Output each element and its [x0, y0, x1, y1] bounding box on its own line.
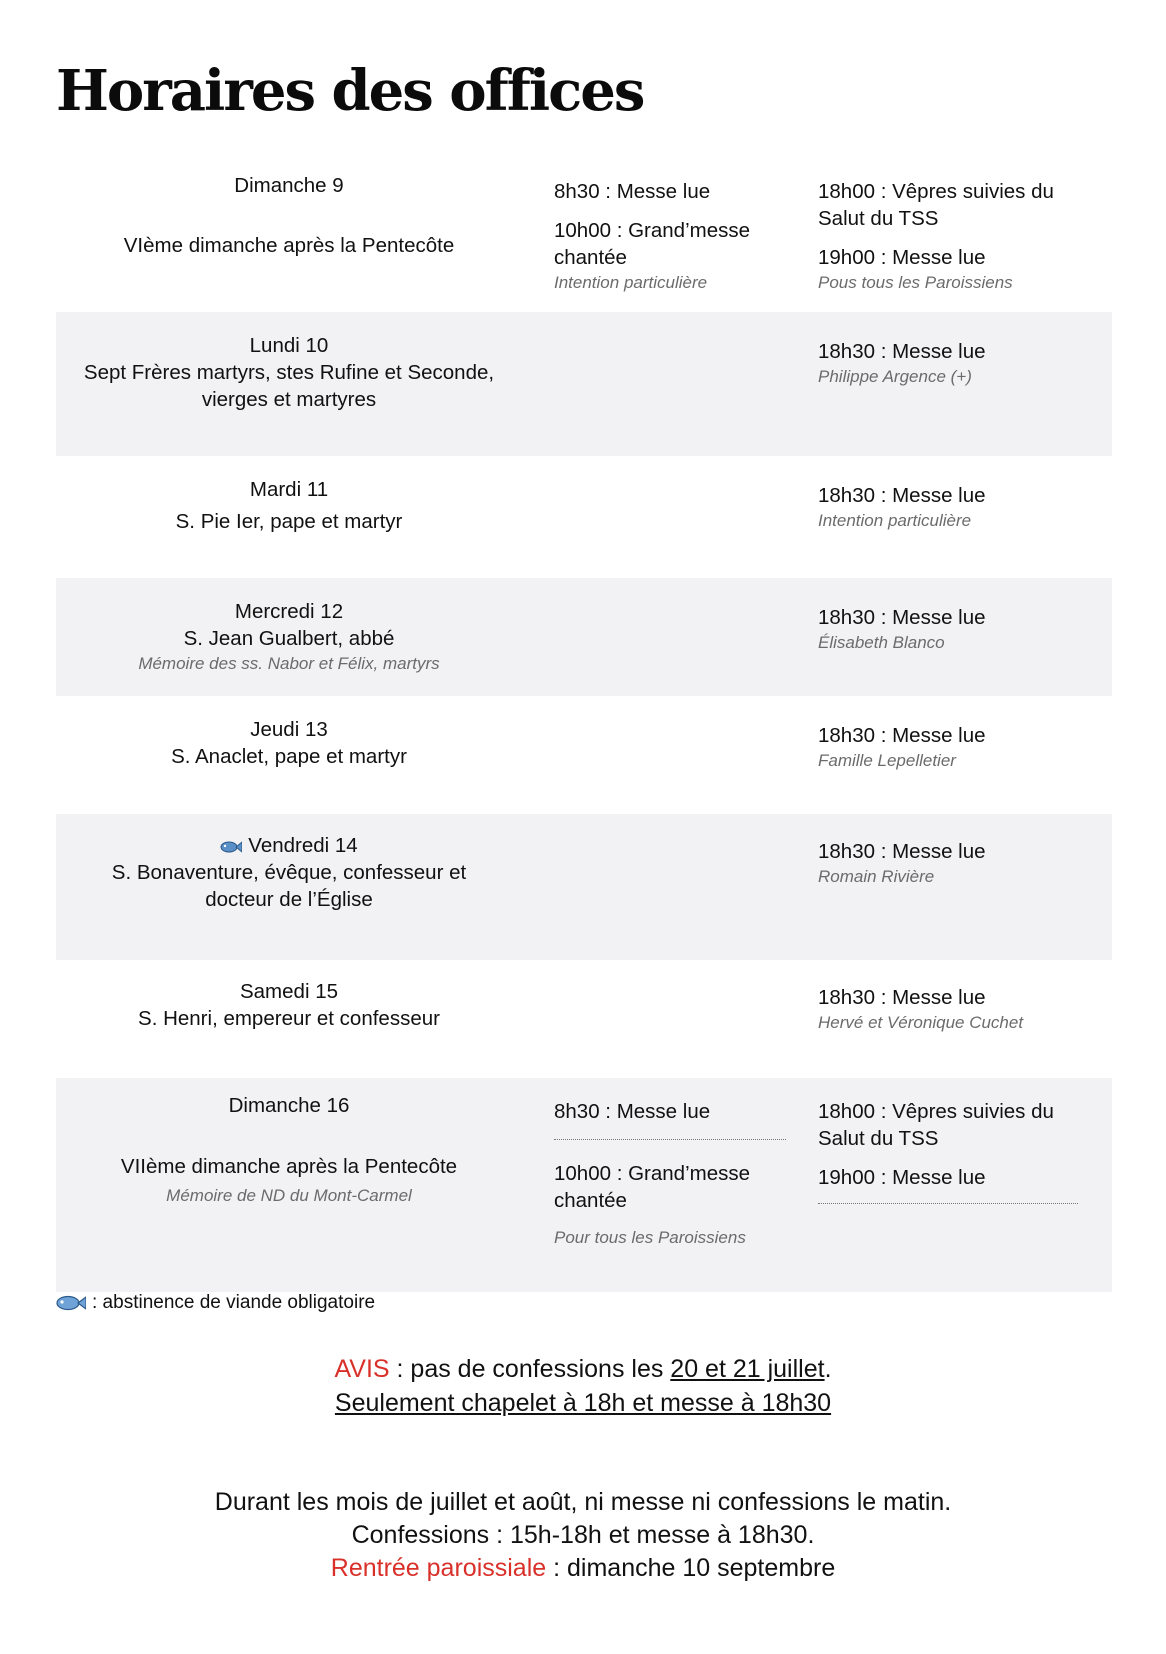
day-cell: [56, 978, 522, 1032]
day-cell: [56, 476, 522, 535]
day-cell: [56, 716, 522, 770]
day-cell: [56, 832, 522, 913]
morning-cell: [554, 1098, 844, 1250]
mass-intention: Pour tous les Paroissiens: [554, 1228, 746, 1247]
schedule-row: [56, 1078, 1112, 1292]
avis-line-1: [0, 1352, 1166, 1386]
summer-line-2: Confessions : 15h-18h et messe à 18h30.: [351, 1521, 815, 1549]
morning-mass: 10h00 : Grand’messe chantée: [554, 219, 751, 269]
legend-text: : abstinence de viande obligatoire: [92, 1292, 376, 1313]
evening-cell: [818, 178, 1108, 295]
avis-dates: 20 et 21 juillet: [670, 1355, 825, 1383]
feast-label: S. Pie Ier, pape et martyr: [175, 510, 403, 533]
mass-intention: Romain Rivière: [818, 867, 935, 886]
evening-mass: 18h30 : Messe lue: [818, 340, 986, 363]
separator-dots: [554, 1139, 786, 1140]
mass-intention: Hervé et Véronique Cuchet: [818, 1013, 1024, 1032]
morning-mass: 8h30 : Messe lue: [554, 1100, 711, 1123]
day-label: Samedi 15: [239, 980, 338, 1003]
evening-service: 18h00 : Vêpres suivies du Salut du TSS: [818, 1100, 1054, 1150]
feast-label: S. Jean Gualbert, abbé: [183, 627, 395, 650]
evening-mass: 18h30 : Messe lue: [818, 484, 986, 507]
day-cell: [56, 172, 522, 259]
morning-cell: [554, 178, 844, 295]
evening-cell: [818, 1098, 1108, 1204]
evening-mass: 18h30 : Messe lue: [818, 606, 986, 629]
schedule-row: [56, 962, 1112, 1076]
separator-dots: [818, 1203, 1078, 1204]
rentree-text: : dimanche 10 septembre: [546, 1554, 836, 1582]
mass-intention: Élisabeth Blanco: [818, 633, 945, 652]
avis-line-2: Seulement chapelet à 18h et messe à 18h30: [334, 1389, 832, 1417]
day-label: [56, 832, 522, 859]
legend: [56, 1292, 375, 1314]
summer-line-1: Durant les mois de juillet et août, ni messe ni confessions le matin.: [214, 1488, 952, 1516]
mass-intention: Famille Lepelletier: [818, 751, 956, 770]
day-cell: [56, 598, 522, 676]
summer-line-3: [0, 1552, 1166, 1585]
schedule-row: [56, 578, 1112, 696]
evening-service: 18h00 : Vêpres suivies du Salut du TSS: [818, 180, 1054, 230]
day-cell: [56, 1092, 522, 1208]
memorial-label: Mémoire de ND du Mont-Carmel: [166, 1186, 412, 1205]
avis-label: AVIS: [334, 1355, 390, 1383]
rentree-label: Rentrée paroissiale: [330, 1554, 547, 1582]
schedule-row: [56, 698, 1112, 812]
evening-mass: 18h30 : Messe lue: [818, 724, 986, 747]
day-label-text: Vendredi 14: [248, 834, 358, 857]
schedule-row: [56, 814, 1112, 960]
day-label: Dimanche 9: [234, 174, 344, 197]
morning-mass: 10h00 : Grand’messe chantée: [554, 1162, 751, 1212]
evening-mass: 19h00 : Messe lue: [818, 1166, 986, 1189]
schedule-row: [56, 160, 1112, 310]
evening-cell: [818, 482, 1108, 533]
feast-label: Sept Frères martyrs, stes Rufine et Seconde, vierges et martyres: [83, 361, 495, 411]
morning-mass: 8h30 : Messe lue: [554, 180, 711, 203]
mass-intention: Intention particulière: [554, 273, 708, 292]
evening-cell: [818, 984, 1108, 1035]
evening-mass: 18h30 : Messe lue: [818, 840, 986, 863]
day-label: Lundi 10: [249, 334, 329, 357]
mass-intention: Pous tous les Paroissiens: [818, 273, 1013, 292]
feast-label: VIème dimanche après la Pentecôte: [123, 234, 455, 257]
feast-label: VIIème dimanche après la Pentecôte: [120, 1155, 458, 1178]
mass-intention: Philippe Argence (+): [818, 367, 972, 386]
evening-cell: [818, 338, 1108, 389]
avis-end: .: [824, 1355, 832, 1383]
fish-icon: [56, 1294, 86, 1312]
mass-intention: Intention particulière: [818, 511, 972, 530]
day-label: Mercredi 12: [234, 600, 344, 623]
feast-label: S. Bonaventure, évêque, confesseur et docteur de l’Église: [111, 861, 467, 911]
evening-mass: 19h00 : Messe lue: [818, 246, 986, 269]
day-label: Dimanche 16: [228, 1094, 350, 1117]
schedule-row: [56, 458, 1112, 576]
evening-cell: [818, 722, 1108, 773]
schedule-row: [56, 312, 1112, 456]
memorial-label: Mémoire des ss. Nabor et Félix, martyrs: [138, 654, 440, 673]
day-cell: [56, 332, 522, 413]
feast-label: S. Henri, empereur et confesseur: [138, 1007, 440, 1030]
evening-cell: [818, 838, 1108, 889]
day-label: Mardi 11: [249, 478, 329, 501]
feast-label: S. Anaclet, pape et martyr: [171, 745, 407, 768]
day-label: Jeudi 13: [250, 718, 328, 741]
summer-notice: [0, 1486, 1166, 1585]
evening-cell: [818, 604, 1108, 655]
avis-notice: [0, 1352, 1166, 1420]
page-title: Horaires des offices: [56, 58, 644, 124]
fish-icon: [220, 840, 242, 854]
evening-mass: 18h30 : Messe lue: [818, 986, 986, 1009]
avis-text: : pas de confessions les: [389, 1355, 671, 1383]
